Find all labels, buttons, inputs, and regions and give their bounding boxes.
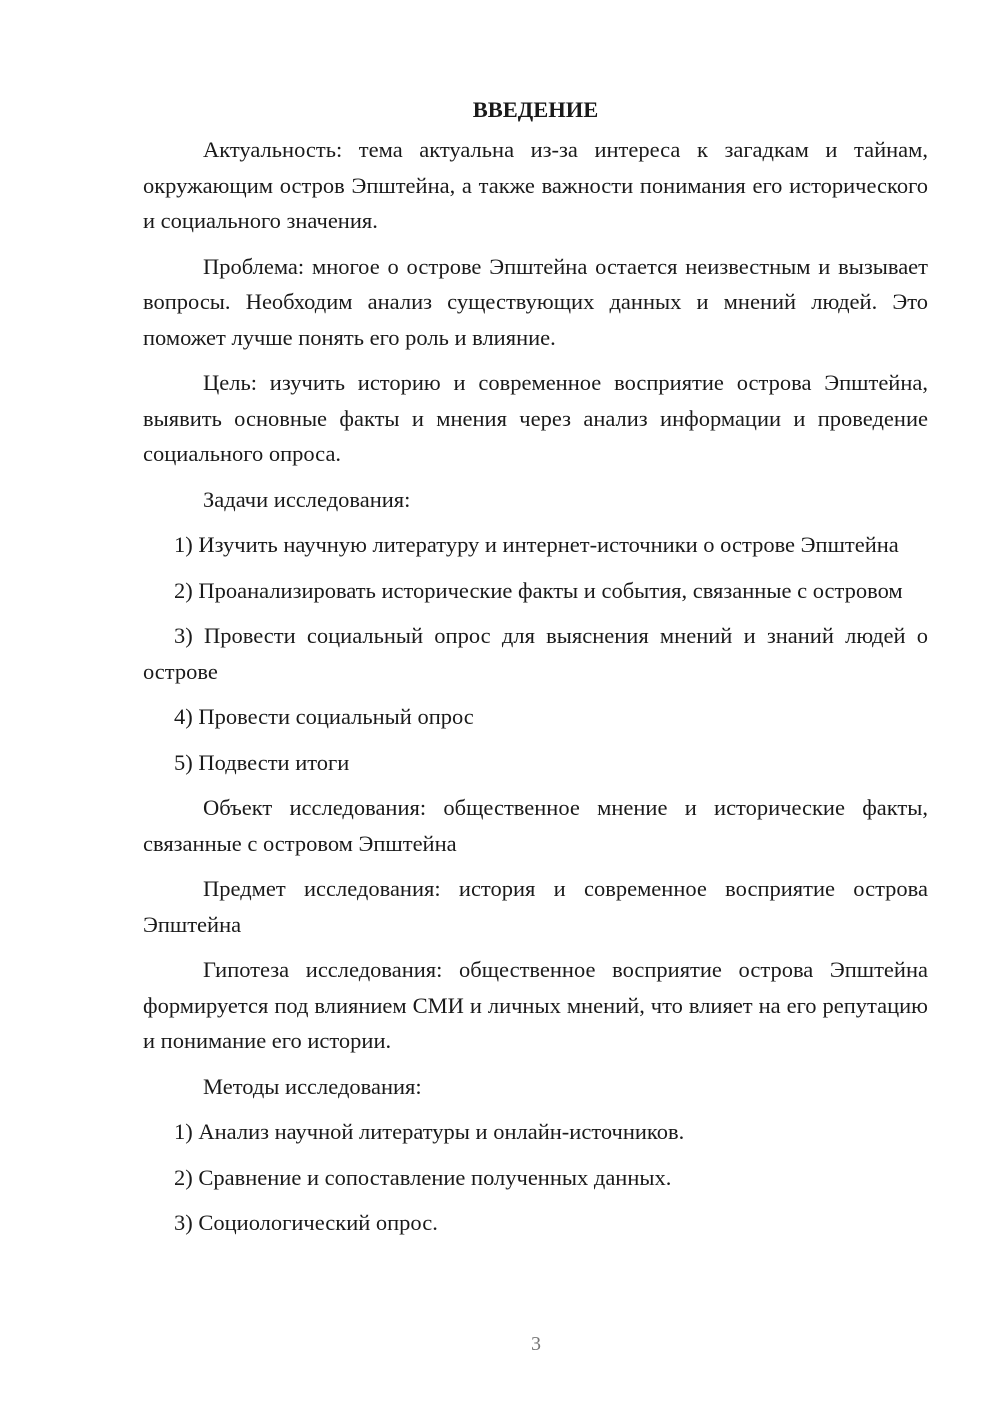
goal-paragraph: Цель: изучить историю и современное восприятие острова Эпштейна, выявить основные факты и мнения через анализ информации и проведение социального опроса. [143, 370, 928, 466]
method-item: 1) Анализ научной литературы и онлайн-источников. [174, 1119, 685, 1144]
method-item: 3) Социологический опрос. [174, 1210, 438, 1235]
page-title: ВВЕДЕНИЕ [472, 97, 599, 122]
relevance-paragraph: Актуальность: тема актуальна из-за интереса к загадкам и тайнам, окружающим остров Эпштейна, а также важности понимания его исторического и социального значения. [143, 137, 928, 233]
problem-paragraph: Проблема: многое о острове Эпштейна остается неизвестным и вызывает вопросы. Необходим анализ существующих данных и мнений людей. Это поможет лучше понять его роль и влияние. [143, 253, 928, 350]
tasks-list [143, 527, 928, 780]
methods-list [143, 1114, 928, 1241]
document-page [143, 92, 928, 1251]
object-paragraph: Объект исследования: общественное мнение и исторические факты, связанные с островом Эпштейна [143, 795, 928, 856]
task-item: 2) Проанализировать исторические факты и события, связанные с островом [174, 577, 903, 603]
task-item: 5) Подвести итоги [174, 749, 350, 775]
task-item: 1) Изучить научную литературу и интернет-источники о острове Эпштейна [174, 532, 899, 557]
page-number: 3 [531, 1333, 541, 1355]
method-item: 2) Сравнение и сопоставление полученных данных. [174, 1164, 672, 1190]
task-item: 3) Провести социальный опрос для выяснения мнений и знаний людей о острове [143, 623, 928, 684]
subject-paragraph: Предмет исследования: история и современное восприятие острова Эпштейна [143, 876, 928, 937]
task-item: 4) Провести социальный опрос [174, 704, 474, 729]
methods-heading: Методы исследования: [203, 1073, 422, 1099]
hypothesis-paragraph: Гипотеза исследования: общественное восприятие острова Эпштейна формируется под влиянием СМИ и личных мнений, что влияет на его репутацию и понимание его истории. [143, 957, 928, 1053]
tasks-heading: Задачи исследования: [203, 486, 411, 512]
